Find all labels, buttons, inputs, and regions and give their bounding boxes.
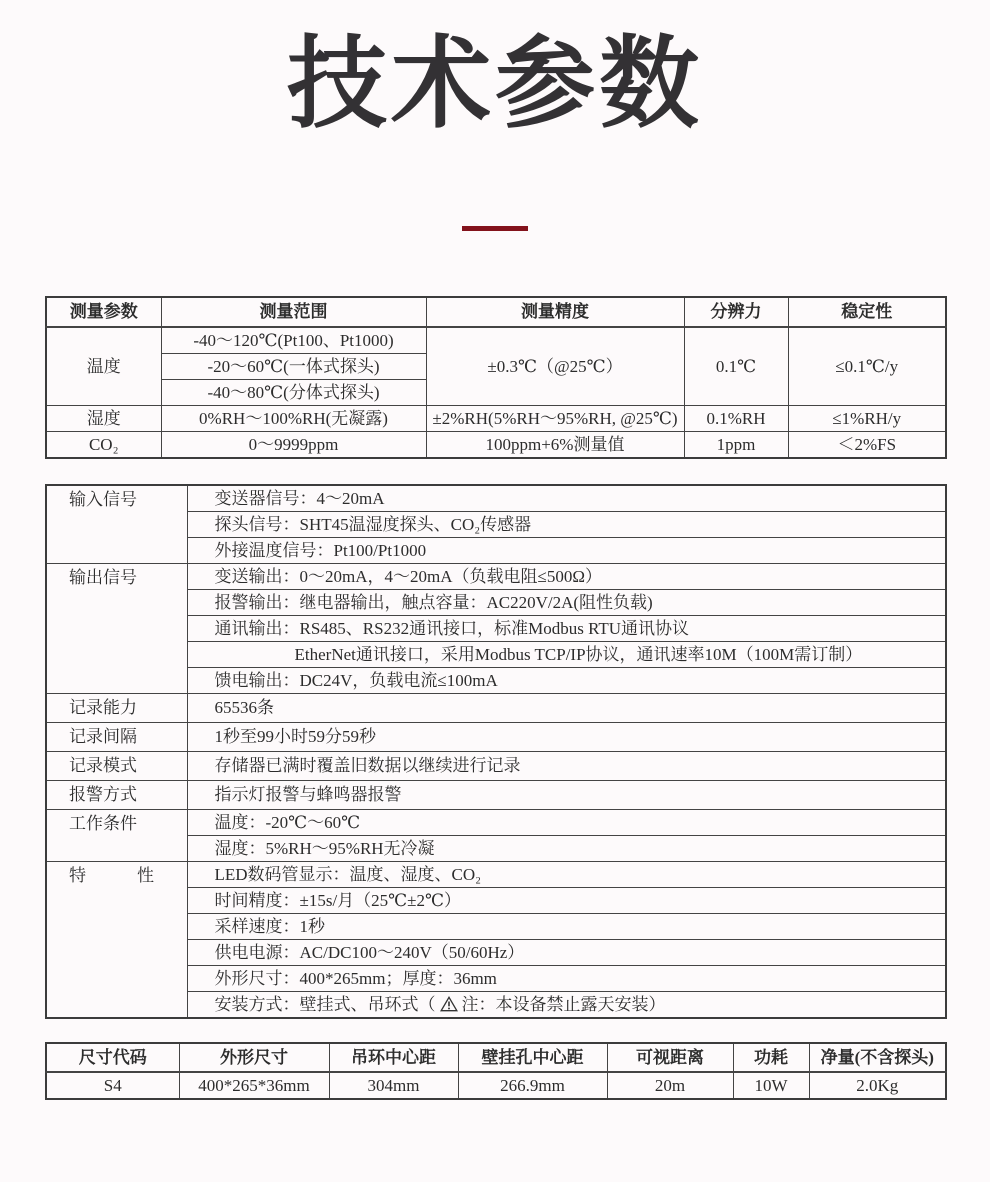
measurement-spec-table xyxy=(45,296,947,459)
header-range: 测量范围 xyxy=(161,297,426,327)
spec-label-cell: 记录间隔 xyxy=(46,723,187,752)
spec-value-cell: 1秒至99小时59分59秒 xyxy=(187,723,946,752)
temperature-row xyxy=(46,327,946,354)
wall-hole-distance-cell: 266.9mm xyxy=(458,1072,607,1099)
spec-value-cell: 变送器信号：4～20mA xyxy=(187,485,946,512)
spec-label-cell: 特 性 xyxy=(46,862,187,1019)
param-cell: 湿度 xyxy=(46,406,161,432)
header-wall-hole-distance: 壁挂孔中心距 xyxy=(458,1043,607,1072)
spec-value-cell: 时间精度：±15s/月（25℃±2℃） xyxy=(187,888,946,914)
accuracy-cell: ±2%RH(5%RH～95%RH, @25℃) xyxy=(426,406,684,432)
page-title: 技术参数 xyxy=(287,28,703,140)
table-row xyxy=(46,1072,946,1099)
range-cell: -40～80℃(分体式探头) xyxy=(161,380,426,406)
spec-value-cell: 65536条 xyxy=(187,694,946,723)
resolution-cell: 0.1%RH xyxy=(684,406,788,432)
range-cell: 0～9999ppm xyxy=(161,432,426,459)
spec-value-cell: 供电电源：AC/DC100～240V（50/60Hz） xyxy=(187,940,946,966)
spec-label-cell: 工作条件 xyxy=(46,810,187,862)
spec-value-cell: 湿度：5%RH～95%RH无冷凝 xyxy=(187,836,946,862)
power-cell: 10W xyxy=(733,1072,809,1099)
spec-label-cell: 输入信号 xyxy=(46,485,187,564)
spec-value-cell: 采样速度：1秒 xyxy=(187,914,946,940)
range-cell: -40～120℃(Pt100、Pt1000) xyxy=(161,327,426,354)
table-row xyxy=(46,810,946,836)
ring-distance-cell: 304mm xyxy=(329,1072,458,1099)
spec-label-cell: 记录模式 xyxy=(46,752,187,781)
header-resolution: 分辨力 xyxy=(684,297,788,327)
humidity-row xyxy=(46,406,946,432)
table-header-row xyxy=(46,297,946,327)
table-row xyxy=(46,723,946,752)
header-net-weight: 净量(不含探头) xyxy=(809,1043,946,1072)
spec-label-cell: 输出信号 xyxy=(46,564,187,694)
header-visible-distance: 可视距离 xyxy=(607,1043,733,1072)
spec-sheet xyxy=(45,24,945,1100)
table-row xyxy=(46,862,946,888)
spec-value-cell: 温度：-20℃～60℃ xyxy=(187,810,946,836)
table-header-row xyxy=(46,1043,946,1072)
warning-icon xyxy=(440,996,458,1012)
spec-value-cell: LED数码管显示：温度、湿度、CO₂ xyxy=(187,862,946,888)
param-cell: CO₂ xyxy=(46,432,161,459)
table-row xyxy=(46,752,946,781)
spec-value-cell: 指示灯报警与蜂鸣器报警 xyxy=(187,781,946,810)
install-method-cell xyxy=(187,992,946,1019)
range-cell: 0%RH～100%RH(无凝露) xyxy=(161,406,426,432)
resolution-cell: 0.1℃ xyxy=(684,327,788,406)
io-spec-table xyxy=(45,484,947,1019)
spec-value-cell: 外接温度信号：Pt100/Pt1000 xyxy=(187,538,946,564)
param-cell: 温度 xyxy=(46,327,161,406)
header-ring-distance: 吊环中心距 xyxy=(329,1043,458,1072)
accuracy-cell: ±0.3℃（@25℃） xyxy=(426,327,684,406)
visible-distance-cell: 20m xyxy=(607,1072,733,1099)
accuracy-cell: 100ppm+6%测量值 xyxy=(426,432,684,459)
outline-size-cell: 400*265*36mm xyxy=(179,1072,329,1099)
resolution-cell: 1ppm xyxy=(684,432,788,459)
header-accuracy: 测量精度 xyxy=(426,297,684,327)
spec-label-cell: 记录能力 xyxy=(46,694,187,723)
header-stability: 稳定性 xyxy=(788,297,946,327)
spec-value-cell: 报警输出：继电器输出，触点容量：AC220V/2A(阻性负载) xyxy=(187,590,946,616)
header-size-code: 尺寸代码 xyxy=(46,1043,179,1072)
table-row xyxy=(46,694,946,723)
header-param: 测量参数 xyxy=(46,297,161,327)
table-row xyxy=(46,564,946,590)
spec-value-cell: 外形尺寸：400*265mm；厚度：36mm xyxy=(187,966,946,992)
spec-value-cell: 通讯输出：RS485、RS232通讯接口，标准Modbus RTU通讯协议 xyxy=(187,616,946,642)
spec-value-cell: 存储器已满时覆盖旧数据以继续进行记录 xyxy=(187,752,946,781)
spec-value-cell: 探头信号：SHT45温湿度探头、CO₂传感器 xyxy=(187,512,946,538)
table-row xyxy=(46,485,946,512)
header-outline-size: 外形尺寸 xyxy=(179,1043,329,1072)
size-code-cell: S4 xyxy=(46,1072,179,1099)
spec-value-cell: EtherNet通讯接口，采用Modbus TCP/IP协议，通讯速率10M（100M需订制） xyxy=(187,642,946,668)
stability-cell: ≤1%RH/y xyxy=(788,406,946,432)
dimension-table xyxy=(45,1042,947,1100)
header-power: 功耗 xyxy=(733,1043,809,1072)
stability-cell: ＜2%FS xyxy=(788,432,946,459)
table-row xyxy=(46,781,946,810)
install-method-suffix: 注：本设备禁止露天安装） xyxy=(461,994,666,1014)
co2-row xyxy=(46,432,946,459)
net-weight-cell: 2.0Kg xyxy=(809,1072,946,1099)
spec-sheet-page xyxy=(0,24,990,1182)
spec-label-cell: 报警方式 xyxy=(46,781,187,810)
range-cell: -20～60℃(一体式探头) xyxy=(161,354,426,380)
spec-value-cell: 馈电输出：DC24V，负载电流≤100mA xyxy=(187,668,946,694)
title-divider xyxy=(462,226,528,231)
stability-cell: ≤0.1℃/y xyxy=(788,327,946,406)
install-method-prefix: 安装方式：壁挂式、吊环式（ xyxy=(214,994,436,1014)
spec-value-cell: 变送输出：0～20mA，4～20mA（负载电阻≤500Ω） xyxy=(187,564,946,590)
